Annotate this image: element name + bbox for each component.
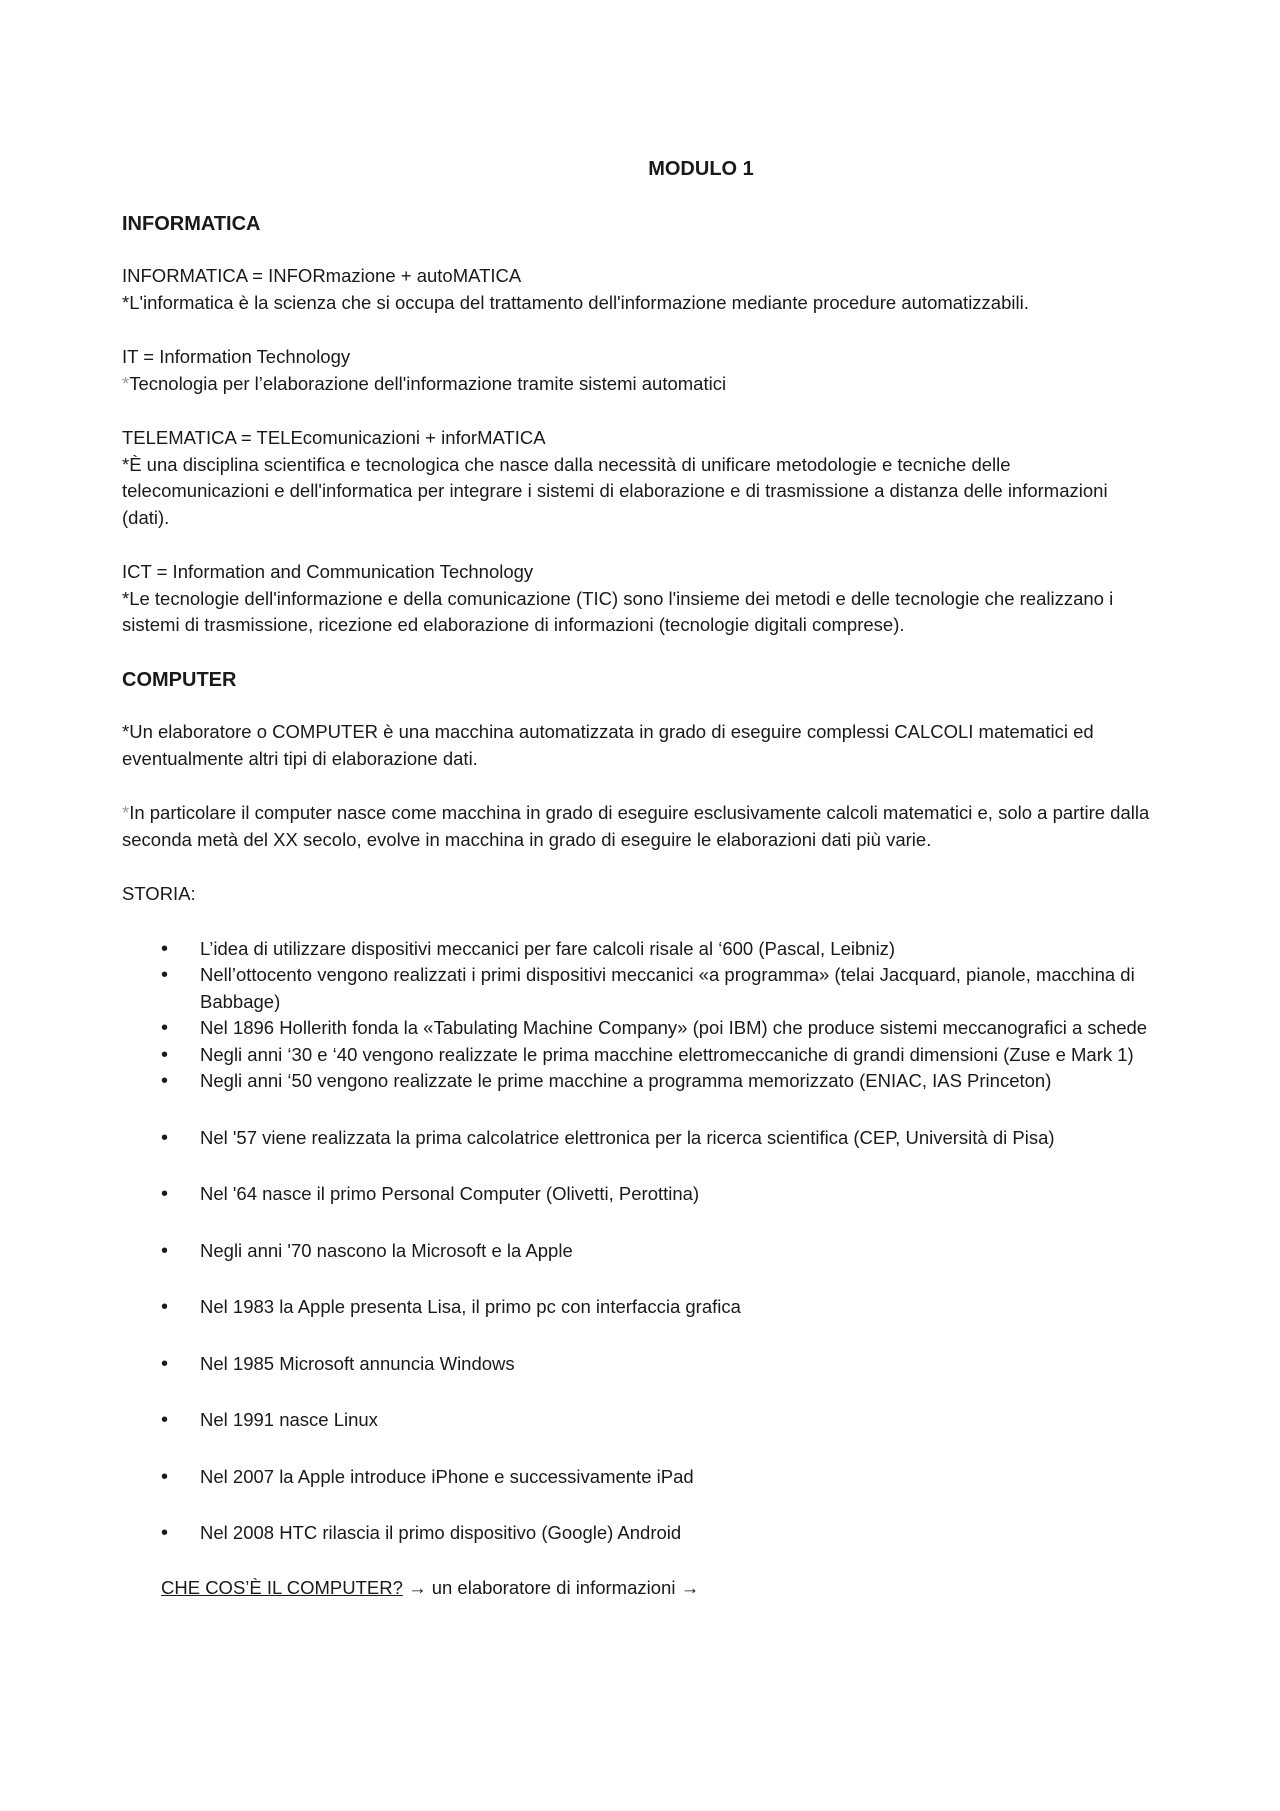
list-item: • Negli anni ‘50 vengono realizzate le prime macchine a programma memorizzato (ENIAC, IAS Princeton) [122, 1068, 1152, 1095]
definition-term: ICT = Information and Communication Technology [122, 561, 534, 582]
list-item: • Nel 1896 Hollerith fonda la «Tabulating Machine Company» (poi IBM) che produce sistemi meccanografici a schede [122, 1015, 1152, 1042]
definition-text: *È una disciplina scientifica e tecnologica che nasce dalla necessità di unificare metodologie e tecniche delle telecomunicazioni e dell'informatica per integrare i sistemi di elaborazione e di trasmissione a distanza delle informazioni (dati). [122, 453, 1108, 528]
storia-label: STORIA: [122, 883, 196, 904]
question-text: CHE COS’È IL COMPUTER? [161, 1576, 403, 1598]
list-item: • Nel '64 nasce il primo Personal Computer (Olivetti, Perottina) [122, 1181, 1152, 1208]
asterisk: * [122, 372, 130, 394]
list-item: • Nel '57 viene realizzata la prima calcolatrice elettronica per la ricerca scientifica (CEP, Università di Pisa) [122, 1125, 1152, 1152]
list-item: • Negli anni ‘30 e ‘40 vengono realizzate le prima macchine elettromeccaniche di grandi dimensioni (Zuse e Mark 1) [122, 1042, 1152, 1069]
answer-text: un elaboratore di informazioni [431, 1576, 676, 1598]
computer-paragraph: *In particolare il computer nasce come macchina in grado di eseguire esclusivamente calcoli matematici e, solo a partire dalla seconda metà del XX secolo, evolve in macchina in grado di eseguire le elaborazioni dati più varie. [122, 802, 1150, 850]
asterisk: * [122, 587, 130, 609]
list-item: • Negli anni '70 nascono la Microsoft e la Apple [122, 1238, 1152, 1265]
arrow-right-icon: → [408, 1576, 427, 1598]
definition-text: *Le tecnologie dell'informazione e della comunicazione (TIC) sono l'insieme dei metodi e delle tecnologie che realizzano i sistemi di trasmissione, ricezione ed elaborazione di informazioni (tecnologie digitali comprese). [122, 587, 1114, 635]
arrow-right-icon: → [680, 1576, 700, 1598]
asterisk: * [122, 453, 130, 475]
definition-term: TELEMATICA = TELEcomunicazioni + inforMATICA [122, 427, 546, 448]
document-content [122, 150, 1152, 1601]
definition-text: *Tecnologia per l’elaborazione dell'informazione tramite sistemi automatici [122, 372, 727, 394]
asterisk: * [122, 291, 130, 313]
list-item: • Nel 2008 HTC rilascia il primo dispositivo (Google) Android [122, 1520, 1152, 1547]
section-heading-informatica: INFORMATICA [122, 212, 261, 235]
definition-block-it [122, 344, 1152, 397]
asterisk: * [122, 721, 130, 742]
definition-block-ict [122, 559, 1152, 639]
list-item: • Nel 1991 nasce Linux [122, 1407, 1152, 1434]
section-heading-computer: COMPUTER [122, 668, 237, 691]
definition-term: INFORMATICA = INFORmazione + autoMATICA [122, 265, 522, 286]
list-item: • Nel 1983 la Apple presenta Lisa, il primo pc con interfaccia grafica [122, 1294, 1152, 1321]
list-item: • L’idea di utilizzare dispositivi meccanici per fare calcoli risale al ‘600 (Pascal, Leibniz) [122, 936, 1152, 963]
definition-term: IT = Information Technology [122, 346, 351, 367]
computer-question-line [122, 1575, 1152, 1602]
definition-block-informatica [122, 263, 1152, 316]
computer-paragraph: *Un elaboratore o COMPUTER è una macchina automatizzata in grado di eseguire complessi CALCOLI matematici ed eventualmente altri tipi di elaborazione dati. [122, 721, 1094, 769]
definition-text: *L'informatica è la scienza che si occupa del trattamento dell'informazione mediante procedure automatizzabili. [122, 291, 1029, 313]
asterisk: * [122, 802, 130, 823]
list-item: • Nel 2007 la Apple introduce iPhone e successivamente iPad [122, 1464, 1152, 1491]
list-item: • Nel 1985 Microsoft annuncia Windows [122, 1351, 1152, 1378]
list-item: • Nell’ottocento vengono realizzati i primi dispositivi meccanici «a programma» (telai Jacquard, pianole, macchina di Babbage) [122, 962, 1152, 1015]
history-list [122, 936, 1152, 1547]
page-title: MODULO 1 [648, 158, 754, 180]
definition-block-telematica [122, 425, 1152, 531]
